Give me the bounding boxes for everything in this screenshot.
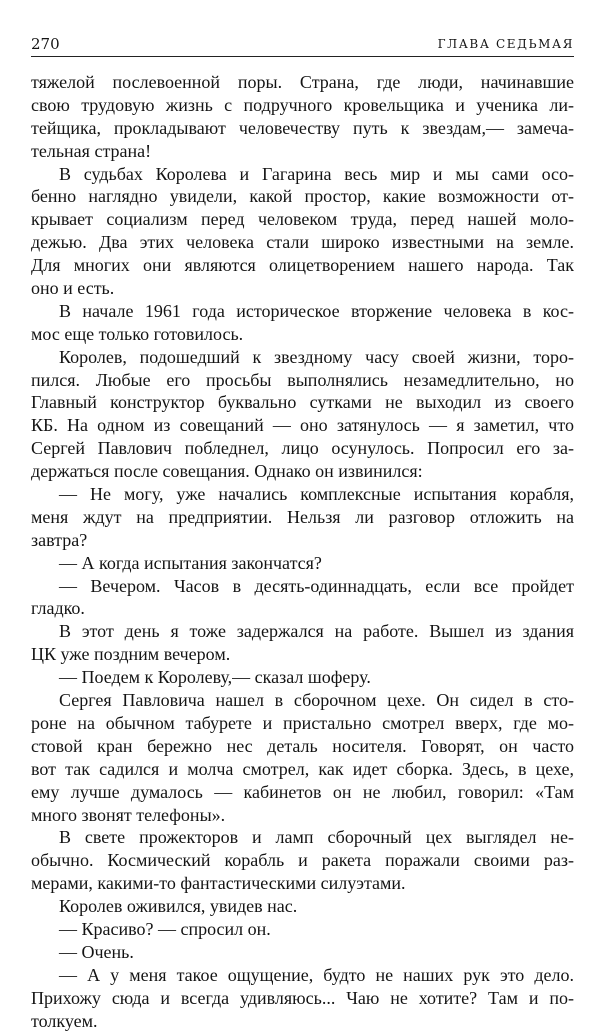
text-line: много звонят телефоны». xyxy=(31,804,226,825)
text-line: — Красиво? — спросил он. xyxy=(59,918,271,939)
text-line: бенно наглядно увидели, какой простор, какие возможности от- xyxy=(31,186,574,207)
text-line: завтра? xyxy=(31,529,88,550)
text-line: крывает социализм перед человеком труда, перед нашей моло- xyxy=(31,209,574,230)
text-line: дежью. Два этих человека стали широко известными на земле. xyxy=(31,232,574,253)
text-line: роне на обычном табурете и пристально смотрел вверх, где мо- xyxy=(31,712,574,733)
text-line: КБ. На одном из совещаний — оно затянулось — я заметил, что xyxy=(31,415,574,436)
text-line: В начале 1961 года историческое вторжение человека в кос- xyxy=(59,300,574,321)
text-line: свою трудовую жизнь с подручного кровельщика и ученика ли- xyxy=(31,94,574,115)
text-line: мос еще только готовилось. xyxy=(31,323,244,344)
text-line: мерами, какими-то фантастическими силуэтами. xyxy=(31,873,406,894)
running-head: ГЛАВА СЕДЬМАЯ xyxy=(437,37,574,51)
text-line: вот так садился и молча смотрел, как идет сборка. Здесь, в цехе, xyxy=(31,758,574,779)
text-line: Сергея Павловича нашел в сборочном цехе. Он сидел в сто- xyxy=(59,690,574,711)
text-line: гладко. xyxy=(31,598,85,619)
text-line: меня ждут на предприятии. Нельзя ли разговор отложить на xyxy=(31,506,574,527)
text-line: В этот день я тоже задержался на работе. Вышел из здания xyxy=(59,621,574,642)
text-line: В судьбах Королева и Гагарина весь мир и мы сами осо- xyxy=(59,163,574,184)
text-line: тяжелой послевоенной поры. Страна, где люди, начинавшие xyxy=(31,72,574,92)
text-line: ему лучше думалось — кабинетов он не любил, говорил: «Там xyxy=(31,781,574,802)
page-number: 270 xyxy=(31,35,60,53)
text-line: Королев оживился, увидев нас. xyxy=(59,896,298,917)
text-line: Сергей Павлович побледнел, лицо осунулось. Попросил его за- xyxy=(31,438,574,459)
text-line: ЦК уже поздним вечером. xyxy=(31,644,231,665)
text-line: обычно. Космический корабль и ракета поражали своими раз- xyxy=(31,850,574,871)
text-line: тельная страна! xyxy=(31,140,152,161)
text-line: — Поедем к Королеву,— сказал шоферу. xyxy=(59,667,371,688)
text-line: оно и есть. xyxy=(31,278,115,299)
text-line: держаться после совещания. Однако он извинился: xyxy=(31,461,423,482)
text-line: толкуем. xyxy=(31,1010,98,1031)
text-line: В свете прожекторов и ламп сборочный цех выглядел не- xyxy=(59,827,574,848)
text-line: Прихожу сюда и всегда удивляюсь... Чаю не хотите? Там и по- xyxy=(31,987,574,1008)
text-line: стовой кран бережно нес деталь носителя. Говорят, он часто xyxy=(31,735,574,756)
text-line: Королев, подошедший к звездному часу своей жизни, торо- xyxy=(59,346,574,367)
body-text xyxy=(31,71,574,1032)
text-line: — Не могу, уже начались комплексные испытания корабля, xyxy=(59,484,574,505)
text-line: — А у меня такое ощущение, будто не наших рук это дело. xyxy=(59,964,574,985)
text-line: — Очень. xyxy=(59,941,134,962)
text-line: Для многих они являются олицетворением нашего народа. Так xyxy=(31,255,574,276)
text-line: — А когда испытания закончатся? xyxy=(59,552,322,573)
page-header xyxy=(31,34,574,57)
text-line: Главный конструктор буквально сутками не выходил из своего xyxy=(31,392,574,413)
text-line: пился. Любые его просьбы выполнялись незамедлительно, но xyxy=(31,369,574,390)
text-line: тейщика, прокладывают человечеству путь к звездам,— замеча- xyxy=(31,117,574,138)
text-line: — Вечером. Часов в десять-одиннадцать, если все пройдет xyxy=(59,575,574,596)
